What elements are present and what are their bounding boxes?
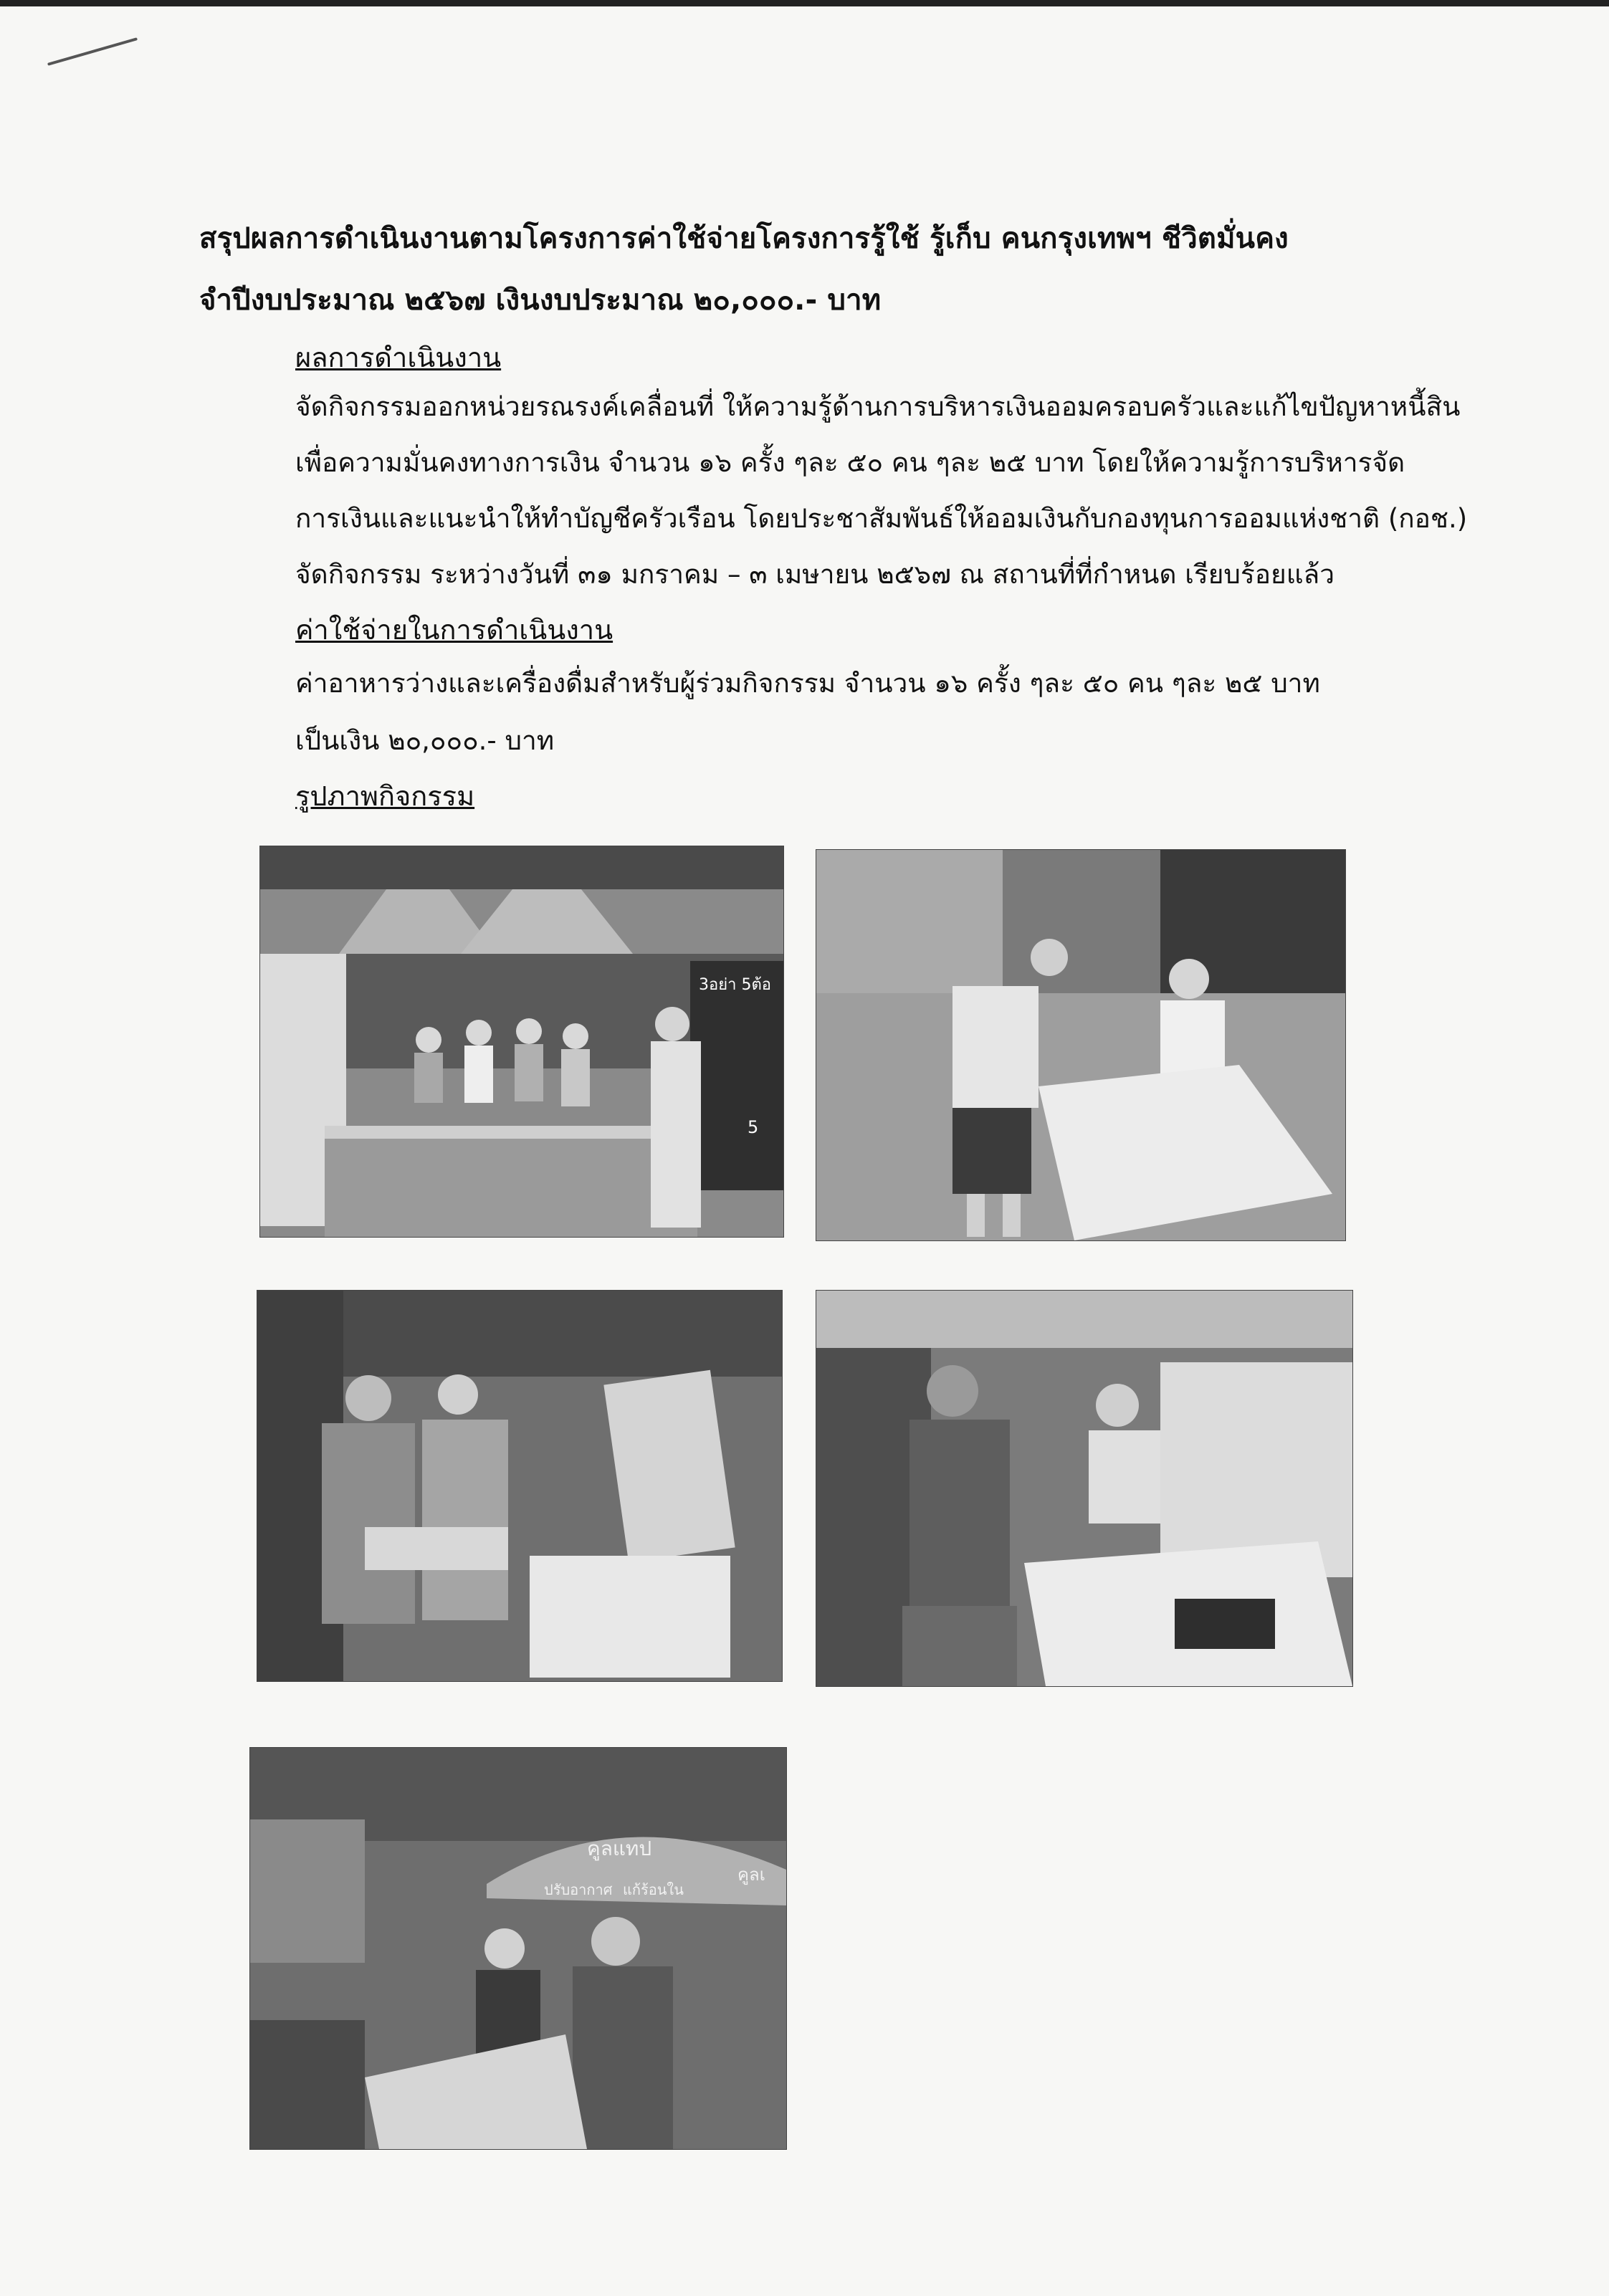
umbrella-brand: คูลแทป [587, 1837, 652, 1860]
poster-headline: 3อย่า 5ต้อ [699, 976, 771, 994]
expense-line-1: ค่าอาหารว่างและเครื่องดื่มสำหรับผู้ร่วมกิจกรรม จำนวน ๑๖ ครั้ง ๆละ ๕๐ คน ๆละ ๒๕ บาท [295, 668, 1320, 699]
page-top-edge [0, 0, 1609, 6]
expense-heading: ค่าใช้จ่ายในการดำเนินงาน [295, 614, 613, 646]
expense-line-2: เป็นเงิน ๒๐,๐๐๐.- บาท [295, 725, 555, 756]
activity-photo-4 [816, 1290, 1353, 1687]
pen-mark [47, 37, 138, 66]
activity-photo-1 [259, 846, 784, 1238]
umbrella-slogan-2: แก้ร้อนใน [623, 1881, 684, 1898]
document-title: สรุปผลการดำเนินงานตามโครงการค่าใช้จ่ายโครงการรู้ใช้ รู้เก็บ คนกรุงเทพฯ ชีวิตมั่นคง [199, 222, 1289, 255]
activity-photo-2 [816, 849, 1346, 1241]
results-line-2: เพื่อความมั่นคงทางการเงิน จำนวน ๑๖ ครั้ง ๆละ ๕๐ คน ๆละ ๒๕ บาท โดยให้ความรู้การบริหารจัด [295, 447, 1405, 478]
umbrella-brand-right: คูลเ [737, 1865, 765, 1885]
results-line-4: จัดกิจกรรม ระหว่างวันที่ ๓๑ มกราคม – ๓ เมษายน ๒๕๖๗ ณ สถานที่ที่กำหนด เรียบร้อยแล้ว [295, 559, 1335, 590]
poster-footer: 5 [748, 1117, 759, 1137]
photos-heading: รูปภาพกิจกรรม [295, 780, 475, 812]
umbrella-slogan: ปรับอากาศ [544, 1881, 613, 1898]
activity-photo-3 [257, 1290, 783, 1682]
document-subtitle: จำปีงบประมาณ ๒๕๖๗ เงินงบประมาณ ๒๐,๐๐๐.- บาท [199, 284, 882, 317]
results-heading: ผลการดำเนินงาน [295, 342, 502, 373]
activity-photo-5 [249, 1747, 787, 2150]
results-line-1: จัดกิจกรรมออกหน่วยรณรงค์เคลื่อนที่ ให้ความรู้ด้านการบริหารเงินออมครอบครัวและแก้ไขปัญหาหนี้สิน [295, 391, 1461, 422]
results-line-3: การเงินและแนะนำให้ทำบัญชีครัวเรือน โดยประชาสัมพันธ์ให้ออมเงินกับกองทุนการออมแห่งชาติ (กอช.) [295, 503, 1468, 534]
